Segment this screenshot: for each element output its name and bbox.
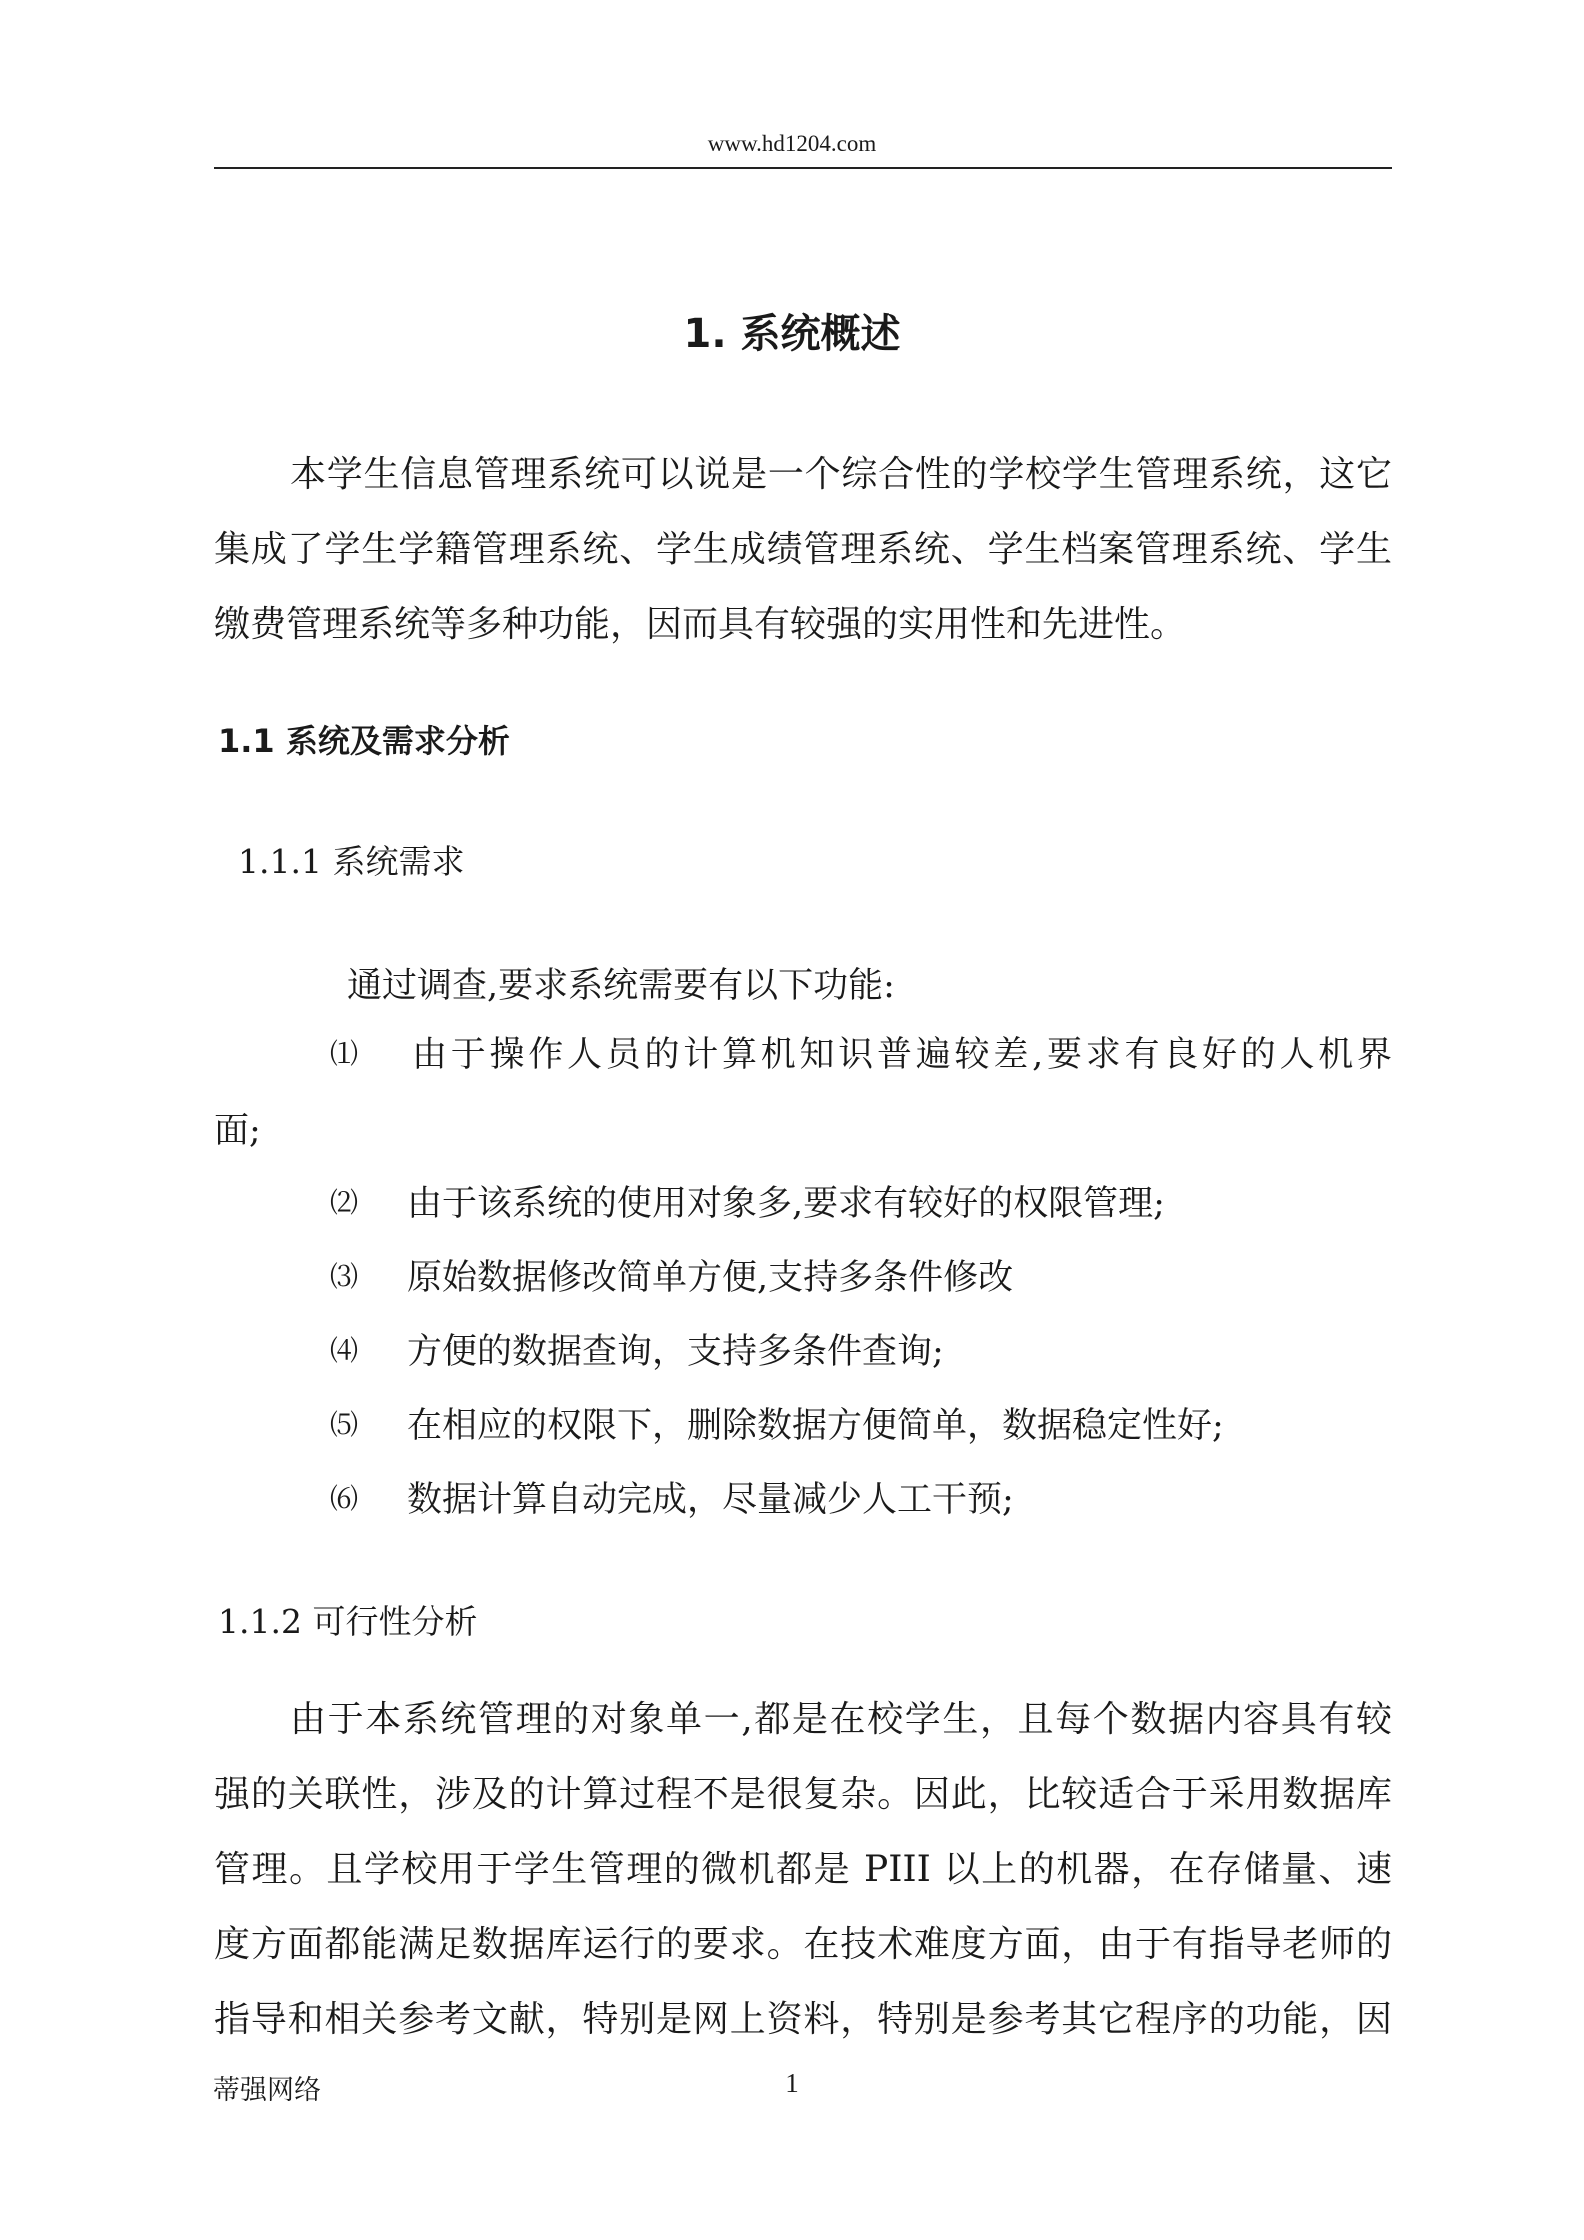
page-number: 1 [785, 2068, 799, 2098]
feasibility-line: 度方面都能满足数据库运行的要求。在技术难度方面，由于有指导老师的 [214, 1924, 1392, 1965]
feasibility-line: 管理。且学校用于学生管理的微机都是 PIII 以上的机器，在存储量、速 [214, 1849, 1392, 1890]
feasibility-line: 指导和相关参考文献，特别是网上资料，特别是参考其它程序的功能，因 [214, 1999, 1392, 2040]
list-item-number: ⑶ [330, 1260, 359, 1293]
list-item-number: ⑴ [330, 1037, 359, 1070]
list-item-number: ⑷ [330, 1334, 359, 1367]
header-divider [214, 167, 1392, 169]
list-item-number: ⑸ [330, 1408, 359, 1441]
list-item-text: 在相应的权限下，删除数据方便简单，数据稳定性好; [407, 1406, 1224, 1446]
section-heading-1-1-2: 1.1.2 可行性分析 [218, 1602, 478, 1641]
list-item-text: 由于操作人员的计算机知识普遍较差,要求有良好的人机界 [412, 1035, 1392, 1075]
list-item-text: 原始数据修改简单方便,支持多条件修改 [407, 1258, 1014, 1298]
feasibility-line: 强的关联性，涉及的计算过程不是很复杂。因此，比较适合于采用数据库 [214, 1774, 1392, 1815]
section-heading-1-1-1: 1.1.1 系统需求 [238, 842, 465, 881]
list-item-number: ⑹ [330, 1482, 359, 1515]
intro-line: 本学生信息管理系统可以说是一个综合性的学校学生管理系统，这它 [290, 454, 1392, 495]
intro-paragraph [214, 437, 1392, 662]
list-item-text: 由于该系统的使用对象多,要求有较好的权限管理; [407, 1184, 1165, 1224]
list-item-text: 数据计算自动完成，尽量减少人工干预; [407, 1480, 1014, 1520]
intro-line: 缴费管理系统等多种功能，因而具有较强的实用性和先进性。 [214, 604, 1187, 645]
footer-publisher: 蒂强网络 [213, 2075, 321, 2106]
intro-line: 集成了学生学籍管理系统、学生成绩管理系统、学生档案管理系统、学生 [214, 529, 1392, 570]
requirements-lead: 通过调查,要求系统需要有以下功能: [347, 966, 895, 1006]
feasibility-paragraph [214, 1682, 1392, 2057]
feasibility-line: 由于本系统管理的对象单一,都是在校学生，且每个数据内容具有较 [290, 1699, 1392, 1740]
list-item-text: 方便的数据查询，支持多条件查询; [407, 1332, 944, 1372]
page-title: 1. 系统概述 [683, 311, 901, 357]
list-item-number: ⑵ [330, 1186, 359, 1219]
header-url: www.hd1204.com [707, 131, 877, 156]
section-heading-1-1: 1.1 系统及需求分析 [218, 722, 510, 760]
list-item-continuation: 面; [214, 1111, 261, 1151]
